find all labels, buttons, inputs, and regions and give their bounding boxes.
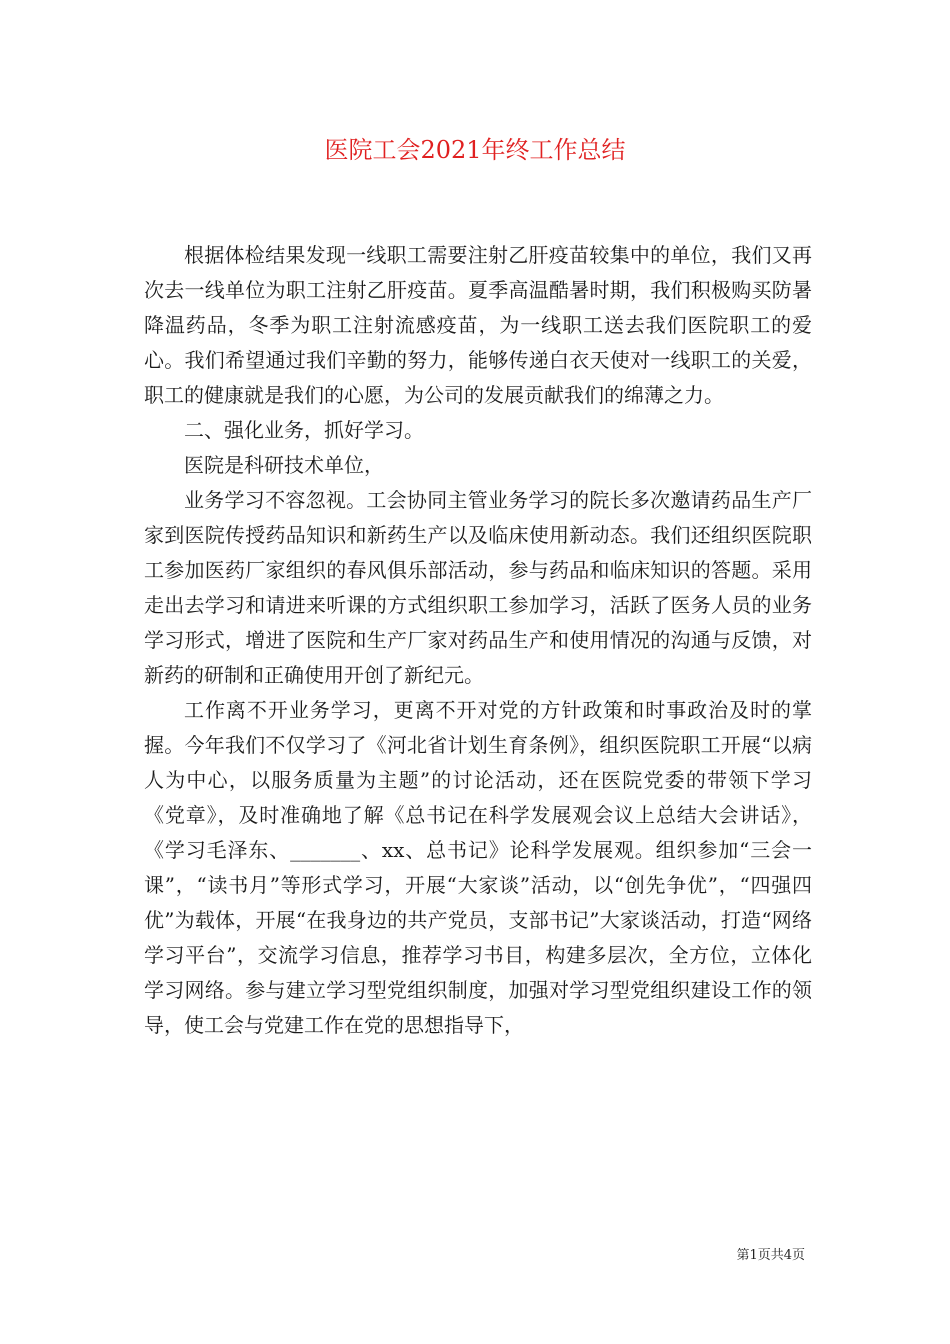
document-title: 医院工会2021年终工作总结: [324, 136, 626, 164]
page-number: 第1页共4页: [736, 1248, 805, 1263]
paragraph-vaccination: 根据体检结果发现一线职工需要注射乙肝疫苗较集中的单位，我们又再次去一线单位为职工注射乙肝疫苗。夏季高温酷暑时期，我们积极购买防暑降温药品，冬季为职工注射流感疫苗，为一线职工送去我们医院职工的爱心。我们希望通过我们辛勤的努力，能够传递白衣天使对一线职工的关爱，职工的健康就是我们的心愿，为公司的发展贡献我们的绵薄之力。: [144, 243, 812, 407]
document-body: [144, 238, 812, 1043]
paragraph-hospital-unit: 医院是科研技术单位，: [184, 453, 384, 477]
paragraph-business-learning: 业务学习不容忽视。工会协同主管业务学习的院长多次邀请药品生产厂家到医院传授药品知识和新药生产以及临床使用新动态。我们还组织医院职工参加医药厂家组织的春风俱乐部活动，参与药品和临床知识的答题。采用走出去学习和请进来听课的方式组织职工参加学习，活跃了医务人员的业务学习形式，增进了医院和生产厂家对药品生产和使用情况的沟通与反馈，对新药的研制和正确使用开创了新纪元。: [144, 488, 812, 687]
section-heading-business-study: 二、强化业务，抓好学习。: [184, 418, 424, 442]
paragraph-policy-learning: 工作离不开业务学习，更离不开对党的方针政策和时事政治及时的掌握。今年我们不仅学习了《河北省计划生育条例》，组织医院职工开展“以病人为中心，以服务质量为主题”的讨论活动，还在医院党委的带领下学习《党章》，及时准确地了解《总书记在科学发展观会议上总结大会讲话》，《学习毛泽东、_______、xx、总书记》论科学发展观。组织参加“三会一课”，“读书月”等形式学习，开展“大家谈”活动，以“创先争优”，“四强四优”为载体，开展“在我身边的共产党员，支部书记”大家谈活动，打造“网络学习平台”，交流学习信息，推荐学习书目，构建多层次，全方位，立体化学习网络。参与建立学习型党组织制度，加强对学习型党组织建设工作的领导，使工会与党建工作在党的思想指导下，: [144, 698, 812, 1037]
